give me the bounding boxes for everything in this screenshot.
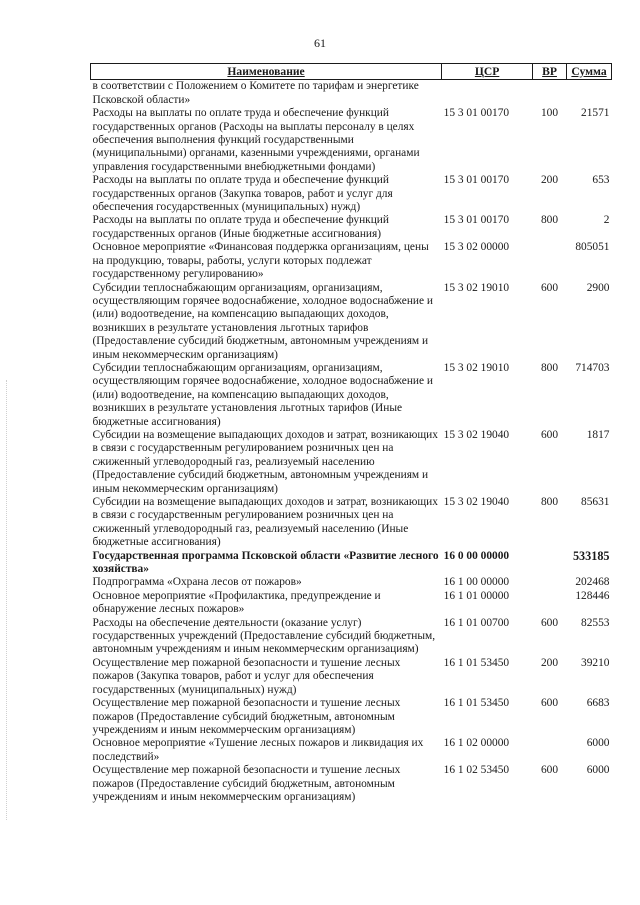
vr-cell: 600 [540,697,559,710]
table-header-row [91,64,612,80]
name-cell: Государственная программа Псковской области «Развитие лесного хозяйства» [92,549,439,576]
csr-cell: 16 0 00 00000 [443,549,510,562]
csr-cell [442,80,533,107]
sum-cell [567,80,612,107]
name-cell: Субсидии теплоснабжающим организациям, организациям, осуществляющим горячее водоснабжение, холодное водоснабжение и (или) водоотведение, на компенсацию выпадающих доходов, возникших в результате установления льготных тарифов (Предоставление субсидий бюджетным, автономным учреждениям и иным некоммерческим организациям) [92,281,434,361]
vr-cell: 600 [540,764,559,777]
name-cell: Расходы на выплаты по оплате труда и обеспечение функций государственных органов (Расходы на выплаты персоналу в целях обеспечения выполнения функций государственными (муниципальными) органами, казенными учреждениями, органами управления государственными внебюджетными фондами) [92,107,420,173]
sum-cell: 2 [603,214,610,227]
csr-cell: 16 1 02 00000 [443,737,510,750]
sum-cell: 39210 [581,656,610,669]
sum-cell: 6683 [586,697,610,710]
vr-cell: 600 [540,616,559,629]
vr-cell: 200 [540,174,559,187]
vr-cell [533,576,567,589]
name-cell: Расходы на обеспечение деятельности (оказание услуг) государственных учреждений (Предоставление субсидий бюджетным, автономным учреждениям и иным некоммерческим организациям) [92,616,436,656]
name-cell: Осуществление мер пожарной безопасности и тушение лесных пожаров (Закупка товаров, работ и услуг для обеспечения государственных (муниципальных) нужд) [92,656,401,696]
table-row [91,282,612,362]
budget-table [90,63,612,804]
scan-artifact-marks [6,380,9,820]
table-row [91,362,612,429]
sum-cell: 21571 [581,107,610,120]
csr-cell: 16 1 01 53450 [443,697,510,710]
csr-cell: 15 3 01 00170 [443,107,510,120]
name-cell: Осуществление мер пожарной безопасности и тушение лесных пожаров (Предоставление субсидий бюджетным, автономным учреждениям и иным некоммерческим организациям) [92,697,401,736]
table-row [91,697,612,737]
table-row [91,80,612,107]
csr-cell: 15 3 01 00170 [443,174,510,187]
name-cell: Основное мероприятие «Тушение лесных пожаров и ликвидация их последствий» [92,737,424,763]
header-vr: ВР [533,64,567,80]
table-row [91,214,612,241]
name-cell: Субсидии теплоснабжающим организациям, организациям, осуществляющим горячее водоснабжение, холодное водоснабжение и (или) водоотведение, на компенсацию выпадающих доходов, возникших в результате установления льготных тарифов (Иные бюджетные ассигнования) [92,361,434,428]
sum-cell: 1817 [586,428,610,441]
vr-cell: 200 [540,656,559,669]
name-cell: Основное мероприятие «Профилактика, предупреждение и обнаружение лесных пожаров» [92,589,381,616]
sum-cell: 714703 [575,361,610,374]
page-number: 61 [314,36,326,50]
csr-cell: 16 1 01 00700 [443,616,510,629]
name-cell: Осуществление мер пожарной безопасности и тушение лесных пожаров (Предоставление субсидий бюджетным, автономным учреждениям и иным некоммерческим организациям) [92,764,401,803]
csr-cell: 15 3 01 00170 [443,214,510,227]
csr-cell: 15 3 02 19010 [443,361,510,374]
table-row [91,107,612,174]
sum-cell: 82553 [581,616,610,629]
csr-cell: 15 3 02 19040 [443,428,510,441]
table-row [91,617,612,657]
sum-cell: 533185 [572,548,610,563]
sum-cell: 128446 [575,589,610,602]
table-row [91,241,612,281]
vr-cell: 600 [540,281,559,294]
csr-cell: 16 1 01 53450 [443,656,510,669]
sum-cell: 805051 [575,241,610,254]
header-sum: Сумма [567,64,612,80]
name-cell: Расходы на выплаты по оплате труда и обеспечение функций государственных органов (Закупка товаров, работ и услуг для обеспечения государственных (муниципальных) нужд) [92,174,393,214]
table-row [91,429,612,496]
vr-cell: 800 [540,361,559,374]
sum-cell: 6000 [586,737,610,750]
name-cell: Расходы на выплаты по оплате труда и обеспечение функций государственных органов (Иные бюджетные ассигнования) [92,214,389,240]
table-body [91,80,612,804]
vr-cell: 100 [540,107,559,120]
vr-cell [533,590,567,617]
vr-cell [533,80,567,107]
vr-cell: 800 [540,496,559,508]
csr-cell: 15 3 02 19040 [443,496,510,508]
vr-cell: 800 [540,214,559,227]
sum-cell: 653 [592,174,610,187]
sum-cell: 202468 [575,576,610,589]
table-row [91,550,612,577]
table-row [91,764,612,804]
name-cell: Субсидии на возмещение выпадающих доходов и затрат, возникающих в связи с государственным регулированием розничных цен на сжиженный углеводородный газ, реализуемый населению (Предоставление субсидий бюджетным, автономным учреждениям и иным некоммерческим организациям) [92,428,438,495]
table-row [91,576,612,589]
table-row [91,496,612,550]
header-name: Наименование [91,64,442,80]
name-cell: Подпрограмма «Охрана лесов от пожаров» [92,576,302,589]
table-row [91,174,612,214]
name-cell: Основное мероприятие «Финансовая поддержка организациям, цены на продукцию, товары, работы, услуги которых подлежат государственному регулированию» [92,241,429,281]
csr-cell: 16 1 01 00000 [443,589,510,602]
csr-cell: 15 3 02 00000 [443,241,510,254]
csr-cell: 16 1 00 00000 [443,576,510,589]
csr-cell: 15 3 02 19010 [443,281,510,294]
vr-cell [533,737,567,764]
table-row [91,657,612,697]
sum-cell: 85631 [581,496,610,508]
vr-cell [533,550,567,577]
name-cell: Субсидии на возмещение выпадающих доходов и затрат, возникающих в связи с государственным регулированием розничных цен на сжиженный углеводородный газ, реализуемый населению (Иные бюджетные ассигнования) [92,496,438,549]
sum-cell: 2900 [586,281,610,294]
vr-cell: 600 [540,428,559,441]
table-row [91,737,612,764]
table-row [91,590,612,617]
vr-cell [533,241,567,281]
sum-cell: 6000 [586,764,610,777]
header-csr: ЦСР [442,64,533,80]
csr-cell: 16 1 02 53450 [443,764,510,777]
name-cell: в соответствии с Положением о Комитете по тарифам и энергетике Псковской области» [92,80,419,106]
